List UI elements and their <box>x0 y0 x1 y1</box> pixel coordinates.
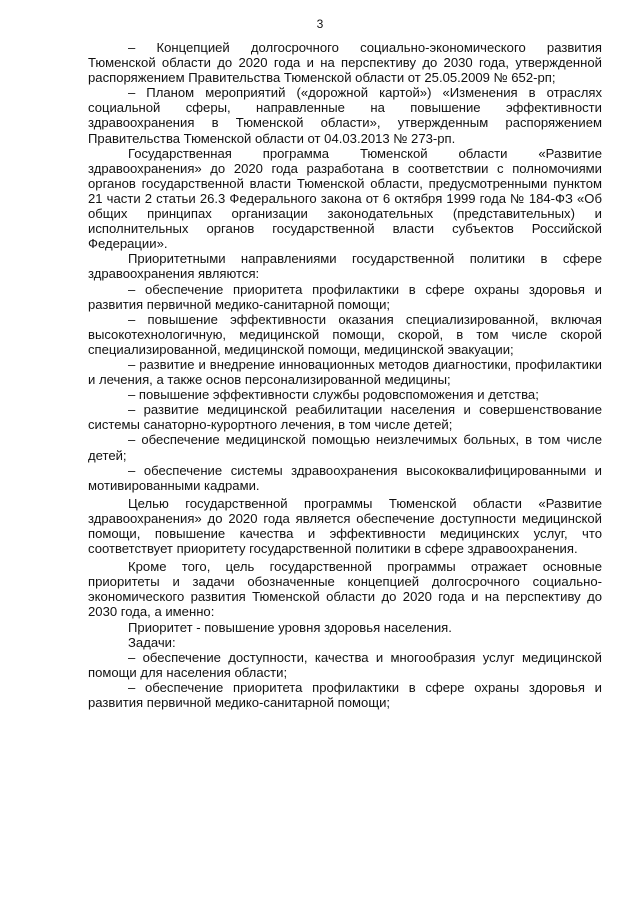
paragraph-tasks-heading: Задачи: <box>128 634 176 650</box>
list-item-rehabilitation: – развитие медицинской реабилитации населения и совершенствование системы санаторно-курортного лечения, в том числе детей; <box>88 402 602 433</box>
paragraph-priority: Приоритет - повышение уровня здоровья населения. <box>128 619 452 635</box>
paragraph-roadmap-reference: – Планом мероприятий («дорожной картой») «Изменения в отраслях социальной сферы, направленные на повышение эффективности здравоохранения в Тюменской области», утвержденным распоряжением Правительства Тюменской области от 04.03.2013 № 273-рп. <box>88 85 602 146</box>
paragraph-priorities-intro: Приоритетными направлениями государственной политики в сфере здравоохранения являются: <box>88 251 602 282</box>
paragraph-goal-reflection: Кроме того, цель государственной программы отражает основные приоритеты и задачи обозначенные концепцией долгосрочного социально-экономического развития Тюменской области до 2020 года и на перспективу до 2030 года, а именно: <box>88 559 602 620</box>
list-item-prevention: – обеспечение приоритета профилактики в сфере охраны здоровья и развития первичной медико-санитарной помощи; <box>88 281 602 312</box>
paragraph-program-basis: Государственная программа Тюменской области «Развитие здравоохранения» до 2020 года разработана в соответствии с полномочиями органов государственной власти Тюменской области, предусмотренными пунктом 21 части 2 статьи 26.3 Федерального закона от 6 октября 1999 года № 184-ФЗ «Об общих принципах организации законодательных (представительных) и исполнительных органов государственной власти субъектов Российской Федерации». <box>88 145 602 252</box>
paragraph-concept-reference: – Концепцией долгосрочного социально-экономического развития Тюменской области до 2020 года и на перспективу до 2030 года, утвержденной распоряжением Правительства Тюменской области от 25.05.2009 № 652-рп; <box>88 40 602 86</box>
list-item-task-accessibility: – обеспечение доступности, качества и многообразия услуг медицинской помощи для населения области; <box>88 649 602 680</box>
page-number: 3 <box>316 17 324 31</box>
list-item-task-prevention: – обеспечение приоритета профилактики в сфере охраны здоровья и развития первичной медико-санитарной помощи; <box>88 679 602 711</box>
list-item-staff: – обеспечение системы здравоохранения высококвалифицированными и мотивированными кадрами. <box>88 462 602 493</box>
paragraph-program-goal: Целью государственной программы Тюменской области «Развитие здравоохранения» до 2020 года является обеспечение доступности медицинской помощи, повышение качества и эффективности медицинских услуг, что соответствует приоритету государственной политики в сфере здравоохранения. <box>88 495 602 557</box>
list-item-palliative: – обеспечение медицинской помощью неизлечимых больных, в том числе детей; <box>88 432 602 463</box>
list-item-specialized-care: – повышение эффективности оказания специализированной, включая высокотехнологичную, медицинской помощи, скорой, в том числе скорой специализированной, медицинской помощи, медицинской эвакуации; <box>88 311 602 357</box>
list-item-maternity: – повышение эффективности службы родовспоможения и детства; <box>128 387 539 403</box>
list-item-innovation: – развитие и внедрение инновационных методов диагностики, профилактики и лечения, а также основ персонализированной медицины; <box>88 356 602 388</box>
document-body <box>88 40 602 710</box>
